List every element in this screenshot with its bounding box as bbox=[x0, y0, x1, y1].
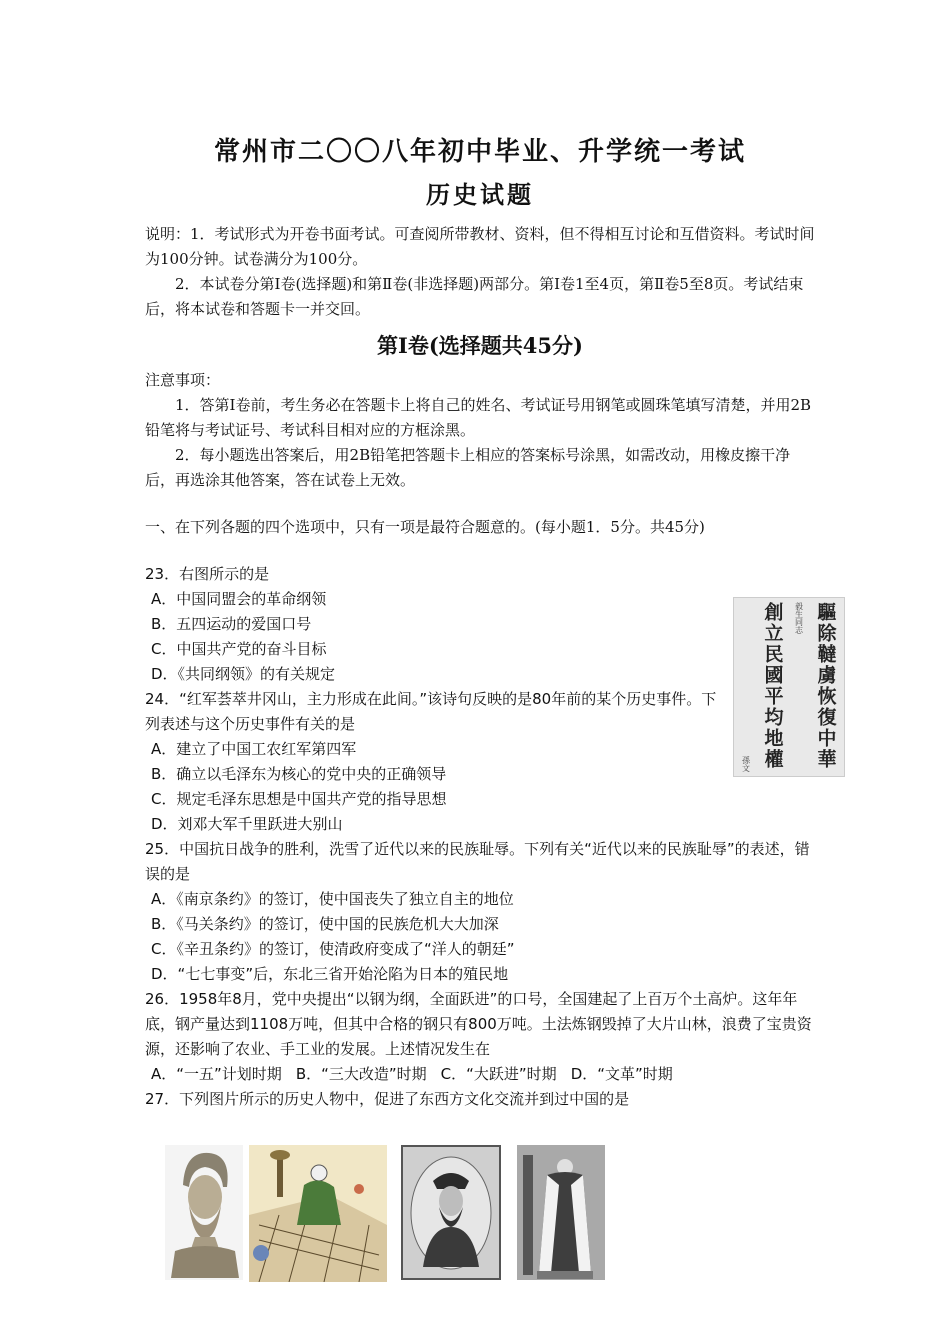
spacer bbox=[145, 493, 815, 515]
option-a: A．“一五”计划时期 bbox=[151, 1065, 282, 1083]
exam-title: 常州市二〇〇八年初中毕业、升学统一考试 bbox=[213, 137, 746, 167]
question-stem: 23．右图所示的是 bbox=[145, 565, 270, 583]
option-b: B．五四运动的爱国口号 bbox=[151, 615, 312, 633]
note-2: 2．每小题选出答案后，用2B铅笔把答题卡上相应的答案标号涂黑，如需改动，用橡皮擦干净后，再选涂其他答案，答在试卷上无效。 bbox=[145, 446, 791, 489]
bust-icon bbox=[165, 1145, 243, 1280]
option-a: A．建立了中国工农红军第四军 bbox=[151, 740, 357, 758]
section-title: 第Ⅰ卷(选择题共45分) bbox=[377, 333, 583, 358]
option-a: A．中国同盟会的革命纲领 bbox=[151, 590, 327, 608]
option-c: C．《辛丑条约》的签订，使清政府变成了“洋人的朝廷” bbox=[151, 940, 515, 958]
question-27 bbox=[145, 1087, 815, 1112]
option-b: B．“三大改造”时期 bbox=[295, 1065, 427, 1083]
explorer-portrait-icon bbox=[403, 1147, 499, 1278]
question-25 bbox=[145, 837, 815, 987]
emperor-portrait-icon bbox=[517, 1145, 605, 1280]
option-d: D．“文革”时期 bbox=[570, 1065, 673, 1083]
instructions-line1: 说明：1．考试形式为开卷书面考试。可查阅所带教材、资料，但不得相互讨论和互借资料。考试时间为100分钟。试卷满分为100分。 bbox=[145, 225, 815, 268]
option-c: C．规定毛泽东思想是中国共产党的指导思想 bbox=[151, 790, 447, 808]
option-d: D．刘邓大军千里跃进大别山 bbox=[151, 815, 343, 833]
subject-title: 历史试题 bbox=[426, 180, 534, 209]
option-c: C．中国共产党的奋斗目标 bbox=[151, 640, 327, 658]
portrait-bust-image bbox=[165, 1145, 243, 1280]
exam-page bbox=[145, 130, 815, 1112]
question-stem: 27．下列图片所示的历史人物中，促进了东西方文化交流并到过中国的是 bbox=[145, 1090, 630, 1108]
notes-label: 注意事项： bbox=[145, 371, 221, 389]
instructions-line2: 2．本试卷分第Ⅰ卷(选择题)和第Ⅱ卷(非选择题)两部分。第Ⅰ卷1至4页，第Ⅱ卷5至8页。考试结束后，将本试卷和答题卡一并交回。 bbox=[145, 275, 804, 318]
calligraphy-column-2: 創立民國平均地權 bbox=[761, 602, 784, 770]
spacer bbox=[145, 540, 815, 562]
note-1: 1．答第Ⅰ卷前，考生务必在答题卡上将自己的姓名、考试证号用钢笔或圆珠笔填写清楚，并用2B铅笔将与考试证号、考试科目相对应的方框涂黑。 bbox=[145, 396, 812, 439]
portrait-emperor-image bbox=[517, 1145, 605, 1280]
portrait-scholar-image bbox=[249, 1145, 387, 1282]
portrait-explorer-image bbox=[401, 1145, 501, 1280]
question-stem: 24．“红军荟萃井冈山，主力形成在此间。”该诗句反映的是80年前的某个历史事件。下列表述与这个历史事件有关的是 bbox=[145, 690, 717, 733]
option-a: A．《南京条约》的签订，使中国丧失了独立自主的地位 bbox=[151, 890, 514, 908]
option-d: D．“七七事变”后，东北三省开始沦陷为日本的殖民地 bbox=[151, 965, 509, 983]
calligraphy-signature: 孫文 bbox=[741, 756, 751, 772]
question-stem: 25．中国抗日战争的胜利，洗雪了近代以来的民族耻辱。下列有关“近代以来的民族耻辱”的表述，错误的是 bbox=[145, 840, 810, 883]
question-26 bbox=[145, 987, 815, 1087]
question-24 bbox=[145, 687, 815, 837]
question-23 bbox=[145, 562, 815, 687]
option-b: B．《马关条约》的签订，使中国的民族危机大大加深 bbox=[151, 915, 499, 933]
option-b: B．确立以毛泽东为核心的党中央的正确领导 bbox=[151, 765, 447, 783]
calligraphy-image bbox=[733, 597, 845, 777]
calligraphy-column-1: 驅除韃虜恢復中華 bbox=[814, 602, 837, 770]
options-row bbox=[145, 1062, 815, 1087]
option-c: C．“大跃进”时期 bbox=[440, 1065, 557, 1083]
question-stem: 26．1958年8月，党中央提出“以钢为纲，全面跃进”的口号，全国建起了上百万个土高炉。这年年底，钢产量达到1108万吨，但其中合格的钢只有800万吨。土法炼钢毁掉了大片山林，浪费了宝贵资源，还影响了农业、手工业的发展。上述情况发生在 bbox=[145, 990, 812, 1058]
part-intro: 一、在下列各题的四个选项中，只有一项是最符合题意的。(每小题1．5分。共45分) bbox=[145, 518, 705, 536]
scholar-scene-icon bbox=[249, 1145, 387, 1282]
option-d: D．《共同纲领》的有关规定 bbox=[151, 665, 336, 683]
calligraphy-dedication: 毅生同志 bbox=[794, 602, 804, 634]
